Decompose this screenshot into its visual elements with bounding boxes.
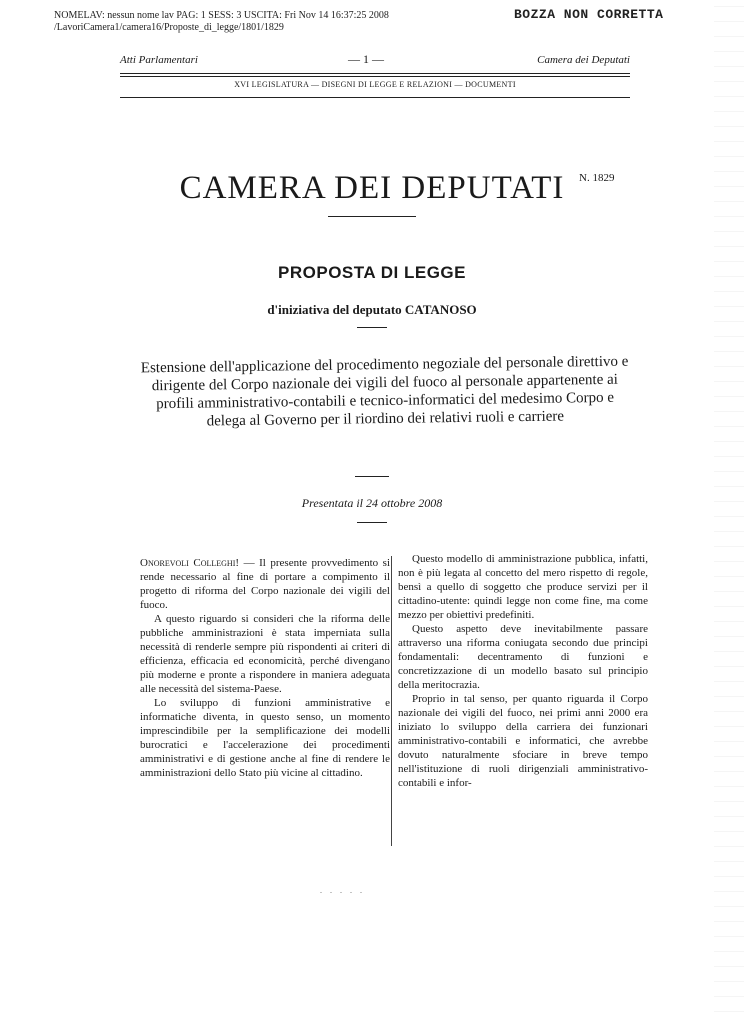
salutation: Onorevoli Colleghi! <box>140 557 240 569</box>
header-left: Atti Parlamentari <box>120 54 198 66</box>
header-rule-top <box>120 73 630 74</box>
document-kind: PROPOSTA DI LEGGE <box>278 263 466 282</box>
column-divider <box>391 556 392 846</box>
paragraph: A questo riguardo si consideri che la riforma delle pubbliche amministrazioni è stata imperniata sulla necessità di renderle sempre più rispondenti ai criteri di efficienza, efficacia ed economicità, perché divengano più moderne e pronte a rispondere in maniera adeguata alle necessità del sistema-Paese. <box>140 613 390 695</box>
header-right: Camera dei Deputati <box>537 54 630 66</box>
legislature-subheader: XVI LEGISLATURA — DISEGNI DI LEGGE E RELAZIONI — DOCUMENTI <box>234 80 516 89</box>
draft-stamp: BOZZA NON CORRETTA <box>514 7 664 22</box>
scan-edge-artifact <box>714 0 744 1024</box>
print-metadata-line: NOMELAV: nessun nome lav PAG: 1 SESS: 3 USCITA: Fri Nov 14 16:37:25 2008 <box>54 10 389 21</box>
subheader-rule <box>120 97 630 98</box>
paragraph <box>140 556 390 612</box>
title-rule <box>328 216 416 217</box>
initiative-rule <box>357 327 387 328</box>
body-column-left <box>140 556 390 780</box>
header-rule-bottom <box>120 76 630 77</box>
date-rule <box>357 522 387 523</box>
paragraph: Questo aspetto deve inevitabilmente passare attraverso una riforma coniugata secondo due principi fondamentali: decentramento di funzioni e concretizzazione di un modello basato sul principio della meritocrazia. <box>398 623 648 691</box>
document-number: N. 1829 <box>579 172 615 184</box>
file-path-line: /LavoriCamera1/camera16/Proposte_di_legge/1801/1829 <box>54 22 284 33</box>
paragraph: Questo modello di amministrazione pubblica, infatti, non è più legata al concetto del mero rispetto di regole, bensì a quello di soggetto che produce servizi per il cittadino-utente: quindi legge non come fine, ma come mezzo per obiettivi predefiniti. <box>398 553 648 621</box>
chamber-title: CAMERA DEI DEPUTATI <box>179 170 565 206</box>
bill-subject: Estensione dell'applicazione del procedimento negoziale del personale direttivo e dirigente del Corpo nazionale dei vigili del fuoco al personale appartenente ai profili amministrativo-contabili e tecnico-informatici del medesimo Corpo e delega al Governo per il riordino dei relativi ruoli e carriere <box>140 353 629 430</box>
running-header <box>120 54 630 70</box>
page-number: — 1 — <box>348 52 384 66</box>
scan-specks: . . . . . <box>320 886 365 895</box>
paragraph: Proprio in tal senso, per quanto riguarda il Corpo nazionale dei vigili del fuoco, nei primi anni 2000 era iniziato lo sviluppo della carriera dei funzionari amministrativo-contabili e informatici, che avrebbe dovuto naturalmente sfociare in breve tempo nell'istituzione di ruoli dirigenziali amministrativo-contabili e infor- <box>398 693 648 789</box>
paragraph: Lo sviluppo di funzioni amministrative e informatiche diventa, in questo senso, un momento imprescindibile per la semplificazione dei modelli burocratici e l'accelerazione dei procedimenti amministrativi e di gestione anche al fine di rendere le amministrazioni dello Stato più vicine al cittadino. <box>140 697 390 779</box>
subject-rule <box>355 476 389 477</box>
initiative-line: d'iniziativa del deputato CATANOSO <box>267 302 477 317</box>
body-column-right <box>398 552 648 790</box>
presentation-date: Presentata il 24 ottobre 2008 <box>301 496 443 510</box>
paragraph-text: — Il presente provvedimento si rende necessario al fine di portare a compimento il progetto di riforma del Corpo nazionale dei vigili del fuoco. <box>140 557 391 611</box>
